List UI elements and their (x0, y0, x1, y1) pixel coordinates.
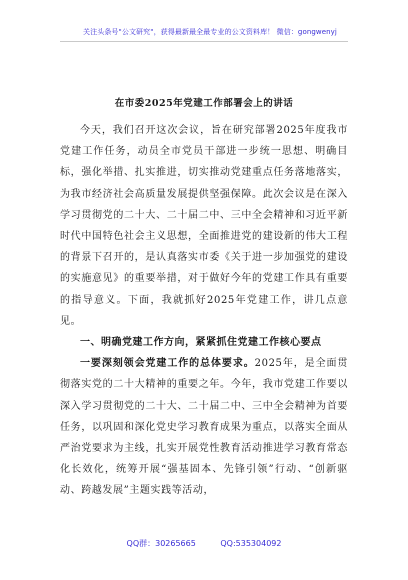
document-title: 在市委2025年党建工作部署会上的讲话 (114, 98, 294, 109)
intro-paragraph: 今天，我们召开这次会议，旨在研究部署2025年度我市党建工作任务，动员全市党员干部进一步统一思想、明确目标，强化举措、扎实推进，切实推动党建重点任务落地落实，为我市经济社会高质量发展提供坚强保障。此次会议是在深入学习贯彻党的二十大、二十届二中、三中全会精神和习近平新时代中国特色社会主义思想，全面推进党的建设新的伟大工程的背景下召开的，是认真落实市委《关于进一步加强党的建设的实施意见》的重要举措，对于做好今年的党建工作具有重要的指导意义。下面，我就抓好2025年党建工作，讲几点意见。 (60, 125, 348, 327)
section-lead: 一要深刻领会党建工作的总体要求。 (80, 358, 255, 370)
footer-qq: QQ:535304092 (220, 539, 282, 548)
section-body: 2025年，是全面贯彻落实党的二十大精神的重要之年。今年，我市党建工作要以深入学习贯彻党的二十大、二十届二中、三中全会精神为首要任务，以巩固和深化党史学习教育成果为重点，以落实全面从严治党要求为主线，扎实开展党性教育活动推进学习教育常态化长效化，统筹开展“强基固本、先锋引领”行动、“创新驱动、跨越发展”主题实践等活动， (60, 358, 348, 497)
header-banner: 关注头条号"公文研究"，获得最新最全最专业的公文资料库！ 微信：gongwenyj (83, 28, 337, 36)
section-paragraph (60, 353, 348, 501)
section-heading: 一、明确党建工作方向，紧紧抓住党建工作核心要点 (80, 337, 322, 349)
header-divider (60, 41, 348, 42)
document-body (60, 120, 348, 502)
footer-contact (60, 538, 348, 549)
footer-qq-group: QQ群：30265665 (126, 539, 196, 548)
